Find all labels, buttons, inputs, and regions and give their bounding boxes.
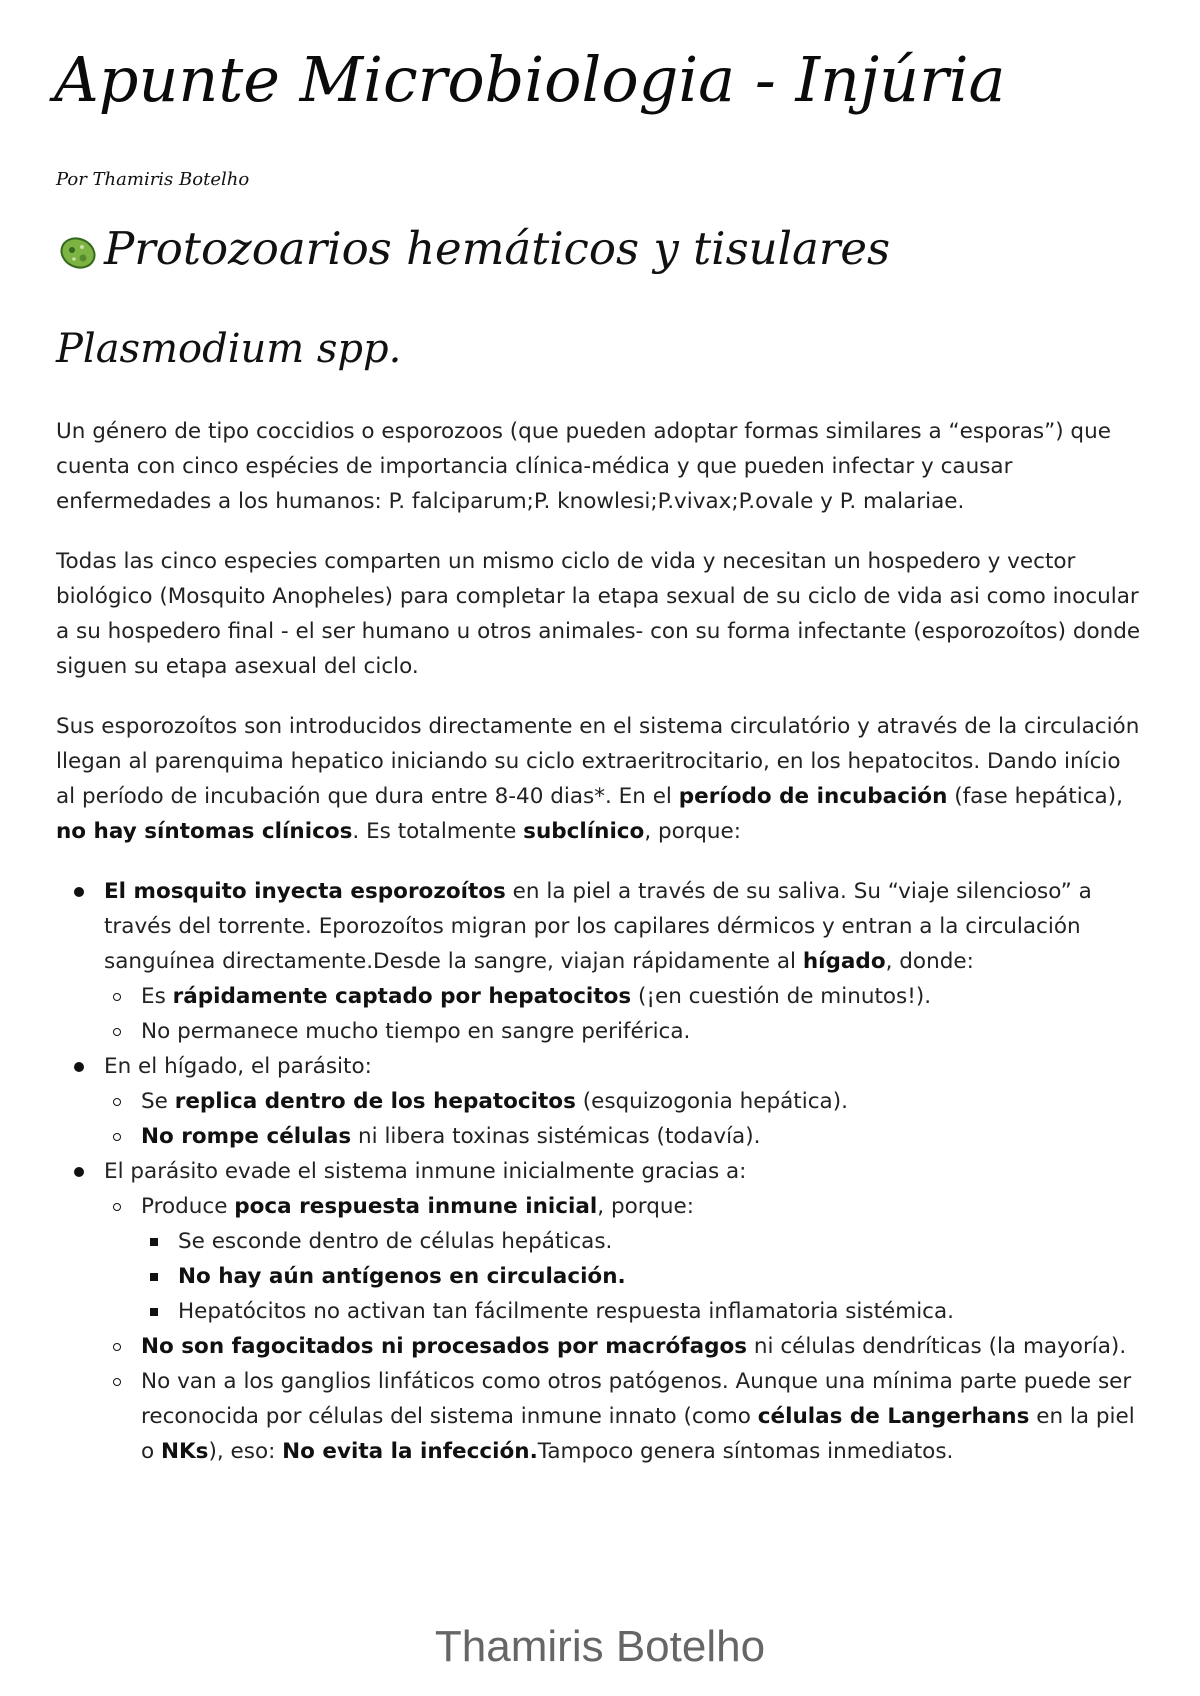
paragraph-3-bold-1: período de incubación <box>678 784 948 809</box>
sub-item-text: (¡en cuestión de minutos!). <box>631 984 932 1009</box>
list-item <box>141 1259 1146 1294</box>
section-heading-text: Protozoarios hemáticos y tisulares <box>104 222 891 275</box>
sub-item-text: , porque: <box>597 1194 694 1219</box>
sub-list <box>104 1189 1146 1469</box>
sub-sub-list <box>141 1224 1146 1329</box>
paragraph-3 <box>56 709 1146 849</box>
sub-item-bold: poca respuesta inmune inicial <box>234 1194 598 1219</box>
author-line: Por Thamiris Botelho <box>56 169 250 190</box>
watermark: Thamiris Botelho <box>434 1622 766 1671</box>
paragraph-3-text-d: . Es totalmente <box>352 819 524 844</box>
document-body <box>56 414 1146 1469</box>
list-item <box>56 1049 1146 1154</box>
sub-item-bold: No evita la infección. <box>282 1439 538 1464</box>
list-item: Se esconde dentro de células hepáticas. <box>141 1224 1146 1259</box>
sub-item-bold: NKs <box>161 1439 209 1464</box>
bullet-2-text: En el hígado, el parásito: <box>104 1054 372 1079</box>
sub-item-text: Se <box>141 1089 175 1114</box>
paragraph-3-bold-3: subclínico <box>523 819 645 844</box>
sub-item-bold: replica dentro de los hepatocitos <box>174 1089 576 1114</box>
sub-item-bold: rápidamente captado por hepatocitos <box>172 984 632 1009</box>
microbe-icon <box>56 231 100 275</box>
list-item <box>104 1329 1146 1364</box>
list-item <box>104 979 1146 1014</box>
sub-item-text: No van a los ganglios linfáticos como otros patógenos. Aunque una mínima parte puede ser reconocida por células del sistema inmune innato (como <box>141 1369 1132 1429</box>
sub-item-bold: No son fagocitados ni procesados por macrófagos <box>141 1334 748 1359</box>
paragraph-3-bold-2: no hay síntomas clínicos <box>56 819 353 844</box>
sub-item-text: en la piel o <box>141 1404 1135 1464</box>
list-item <box>104 1119 1146 1154</box>
list-item: No permanece mucho tiempo en sangre periférica. <box>104 1014 1146 1049</box>
list-item <box>56 1154 1146 1469</box>
paragraph-1: Un género de tipo coccidios o esporozoos (que pueden adoptar formas similares a “esporas”) que cuenta con cinco espécies de importancia clínica-médica y que pueden infectar y causar enfermedades a los humanos: P. falciparum;P. knowlesi;P.vivax;P.ovale y P. malariae. <box>56 419 1111 514</box>
sub-list <box>104 979 1146 1049</box>
sub-item-bold: No rompe células <box>141 1124 352 1149</box>
paragraph-2: Todas las cinco especies comparten un mismo ciclo de vida y necesitan un hospedero y vector biológico (Mosquito Anopheles) para completar la etapa sexual de su ciclo de vida asi como inocular a su hospedero final - el ser humano u otros animales- con su forma infectante (esporozoítos) donde siguen su etapa asexual del ciclo. <box>56 549 1141 679</box>
sub-item-text: (esquizogonia hepática). <box>575 1089 848 1114</box>
bullet-1-text-2: , donde: <box>885 949 974 974</box>
paragraph-3-text-c: (fase hepática), <box>947 784 1123 809</box>
sub-item-text: Produce <box>141 1194 235 1219</box>
list-item <box>56 874 1146 1049</box>
sub-item-text: Tampoco genera síntomas inmediatos. <box>537 1439 954 1464</box>
bullet-3-text: El parásito evade el sistema inmune inicialmente gracias a: <box>104 1159 747 1184</box>
section-heading <box>56 222 890 275</box>
sub-item-bold: No hay aún antígenos en circulación. <box>178 1264 626 1289</box>
list-item: Hepatócitos no activan tan fácilmente respuesta inflamatoria sistémica. <box>141 1294 1146 1329</box>
list-item <box>104 1364 1146 1469</box>
sub-item-bold: células de Langerhans <box>757 1404 1030 1429</box>
list-item <box>104 1189 1146 1329</box>
sub-item-text: ni células dendríticas (la mayoría). <box>747 1334 1127 1359</box>
paragraph-3-text-e: , porque: <box>644 819 742 844</box>
sub-list <box>104 1084 1146 1154</box>
subsection-heading: Plasmodium spp. <box>56 326 402 372</box>
document-title: Apunte Microbiologia - Injúria <box>54 43 1006 116</box>
bullet-1-text-1: en la piel a través de su saliva. Su “viaje silencioso” a través del torrente. Eporozoítos migran por los capilares dérmicos y entran a la circulación sanguínea directamente.Desde la sangre, viajan rápidamente al <box>104 879 1092 974</box>
paragraph-3-text-a: Sus esporozoítos son introducidos directamente en el sistema circulatório y através de la circulación llegan al parenquima hepatico iniciando su ciclo extraeritrocitario, en los hepatocitos. Dando início al período de incubación que dura entre 8-40 dias*. En el <box>56 714 1140 809</box>
bullet-1-bold-2: hígado <box>802 949 886 974</box>
sub-item-text: Es <box>141 984 173 1009</box>
sub-item-text: ni libera toxinas sistémicas (todavía). <box>351 1124 761 1149</box>
bullet-1-bold-1: El mosquito inyecta esporozoítos <box>104 879 506 904</box>
list-item <box>104 1084 1146 1119</box>
sub-item-text: ), eso: <box>208 1439 283 1464</box>
bullet-list <box>56 874 1146 1469</box>
